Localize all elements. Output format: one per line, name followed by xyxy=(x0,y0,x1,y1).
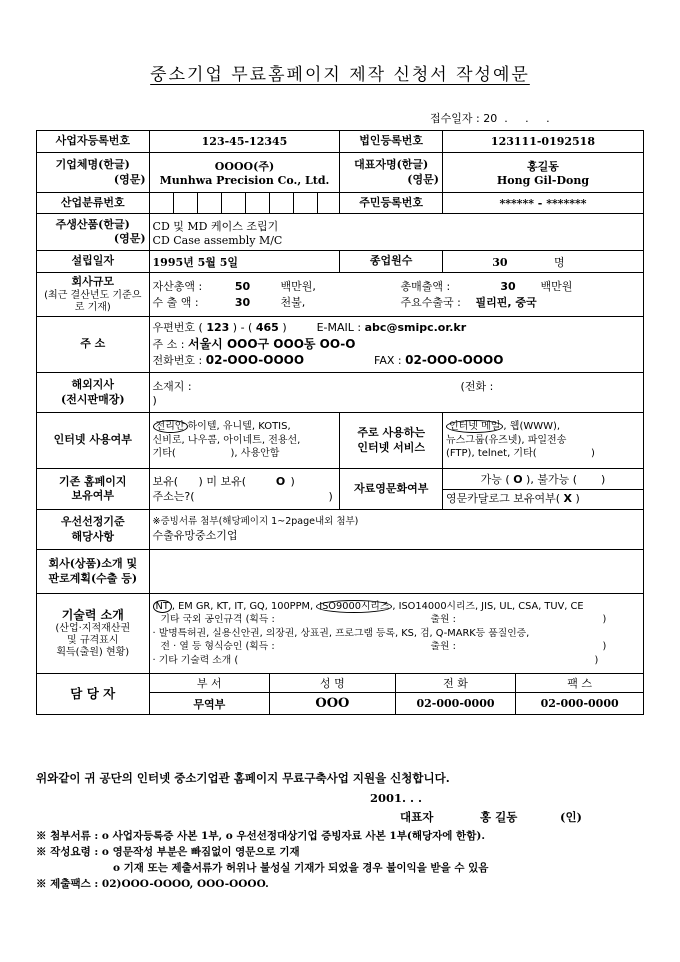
employees-label: 종업원수 xyxy=(340,251,443,273)
employees-value[interactable]: 30 명 xyxy=(442,251,643,273)
company-name-value[interactable]: OOOO(주) Munhwa Precision Co., Ltd. xyxy=(149,153,340,193)
resident-no-value[interactable]: ****** - ******* xyxy=(442,193,643,214)
footer-date: 2001. . . xyxy=(370,791,423,805)
footer-representative: 대표자 홍 길동 (인) xyxy=(400,810,582,824)
data-english-value[interactable]: 가능 ( O ), 불가능 ( ) 영문카달로그 보유여부( X ) xyxy=(442,469,643,510)
tech-label: 기술력 소개 (산업·지적재산권 및 규격표시 획득(출원) 현황) xyxy=(37,594,150,674)
industry-code-digit[interactable] xyxy=(318,193,340,214)
industry-code-digit[interactable] xyxy=(221,193,245,214)
company-intro-value[interactable] xyxy=(149,550,643,594)
internet-usage-label: 인터넷 사용여부 xyxy=(37,413,150,469)
contact-name[interactable]: OOO xyxy=(270,693,396,715)
footer-statement: 위와같이 귀 공단의 인터넷 중소기업관 홈페이지 무료구축사업 지원을 신청합니다. xyxy=(36,771,450,785)
footer-guide-1: ※ 작성요령 : o 영문작성 부분은 빠짐없이 영문으로 기재 xyxy=(36,846,300,858)
homepage-value[interactable]: 보유( ) 미 보유( O ) 주소는?( ) xyxy=(149,469,340,510)
address-label: 주 소 xyxy=(37,317,150,373)
priority-value[interactable]: ※증빙서류 첨부(해당페이지 1~2page내외 첨부) 수출유망중소기업 xyxy=(149,510,643,550)
biz-reg-value[interactable]: 123-45-12345 xyxy=(149,131,340,153)
internet-service-label: 주로 사용하는 인터넷 서비스 xyxy=(340,413,443,469)
receipt-date: 접수일자 : 20 . . . xyxy=(430,112,550,125)
industry-code-digit[interactable] xyxy=(270,193,294,214)
contact-tel[interactable]: 02-000-0000 xyxy=(395,693,516,715)
product-label: 주생산품(한글) (영문) xyxy=(37,214,150,251)
corp-reg-value[interactable]: 123111-0192518 xyxy=(442,131,643,153)
industry-code-digit[interactable] xyxy=(294,193,318,214)
industry-code-digit[interactable] xyxy=(173,193,197,214)
company-scale-value[interactable]: 자산총액 : 50 백만원, 총매출액 : 30 백만원 수 출 액 : 30 천불, 주요수출국 : 필리핀, 중국 xyxy=(149,273,643,317)
page-title: 중소기업 무료홈페이지 제작 신청서 작성예문 xyxy=(150,65,530,85)
contact-header-fax: 팩 스 xyxy=(516,674,644,693)
contact-fax[interactable]: 02-000-0000 xyxy=(516,693,644,715)
ceo-name-value[interactable]: 홍길동 Hong Gil-Dong xyxy=(442,153,643,193)
selected-option-circle: ISO9000시리즈 xyxy=(316,600,392,613)
selected-option-circle: NT xyxy=(153,600,172,613)
industry-code-digit[interactable] xyxy=(197,193,221,214)
contact-label: 담 당 자 xyxy=(37,674,150,715)
footer-attachments: ※ 첨부서류 : o 사업자등록증 사본 1부, o 우선선정대상기업 증빙자료 사본 1부(해당자에 한함). xyxy=(36,830,485,842)
product-value[interactable]: CD 및 MD 케이스 조립기 CD Case assembly M/C xyxy=(149,214,643,251)
homepage-label: 기존 홈페이지 보유여부 xyxy=(37,469,150,510)
company-scale-label: 회사규모 (최근 결산년도 기준으로 기재) xyxy=(37,273,150,317)
industry-code-digit[interactable] xyxy=(245,193,269,214)
contact-header-name: 성 명 xyxy=(270,674,396,693)
data-english-label: 자료영문화여부 xyxy=(340,469,443,510)
company-name-label: 기업체명(한글) (영문) xyxy=(37,153,150,193)
tech-value[interactable]: NT , EM GR, KT, IT, GQ, 100PPM, ISO9000시리즈 , ISO14000시리즈, JIS, UL, CSA, TUV, CE 기타 국외 공인규격 (획득 : 출원 : ) · 발명특허권, 실용신안권, 의장권, 상표권, 프로그램 등록, KS, 검, Q-MARK등 품질인증, 전 · 열 등 형식승인 (획득 : 출원 : ) · 기타 기술력 소개 ( ) xyxy=(149,594,643,674)
address-value[interactable]: 우편번호 ( 123 ) - ( 465 ) E-MAIL : abc@smipc.or.kr 주 소 : 서울시 OOO구 OOO동 OO-O 전화번호 : 02-OOO-OOOO FAX : 02-OOO-OOOO xyxy=(149,317,643,373)
founded-value[interactable]: 1995년 5월 5일 xyxy=(149,251,340,273)
internet-service-options[interactable]: 인터넷 메일 , 웹(WWW), 뉴스그룹(유즈넷), 파일전송 (FTP), telnet, 기타( ) xyxy=(442,413,643,469)
industry-code-digit[interactable] xyxy=(149,193,173,214)
industry-code-label: 산업분류번호 xyxy=(37,193,150,214)
overseas-branch-label: 해외지사 (전시판매장) xyxy=(37,373,150,413)
overseas-branch-value[interactable]: 소재지 : (전화 :) xyxy=(149,373,643,413)
application-form xyxy=(36,130,644,715)
priority-label: 우선선정기준 해당사항 xyxy=(37,510,150,550)
internet-usage-options[interactable]: 전리안 하이텔, 유니텔, KOTIS, 신비로, 나우콤, 아이네트, 전용선, 기타( ), 사용안함 xyxy=(149,413,340,469)
selected-option-circle: 전리안 xyxy=(153,420,188,433)
contact-header-dept: 부 서 xyxy=(149,674,270,693)
corp-reg-label: 법인등록번호 xyxy=(340,131,443,153)
company-intro-label: 회사(상품)소개 및 판로계획(수출 등) xyxy=(37,550,150,594)
ceo-name-label: 대표자명(한글) (영문) xyxy=(340,153,443,193)
selected-option-circle: 인터넷 메일 xyxy=(446,420,503,433)
biz-reg-label: 사업자등록번호 xyxy=(37,131,150,153)
contact-dept[interactable]: 무역부 xyxy=(149,693,270,715)
founded-label: 설립일자 xyxy=(37,251,150,273)
resident-no-label: 주민등록번호 xyxy=(340,193,443,214)
contact-header-tel: 전 화 xyxy=(395,674,516,693)
footer-fax: ※ 제출팩스 : 02)OOO-OOOO, OOO-OOOO. xyxy=(36,878,269,890)
footer-guide-2: o 기재 또는 제출서류가 허위나 불성실 기재가 되었을 경우 불이익을 받을 수 있음 xyxy=(113,862,489,874)
